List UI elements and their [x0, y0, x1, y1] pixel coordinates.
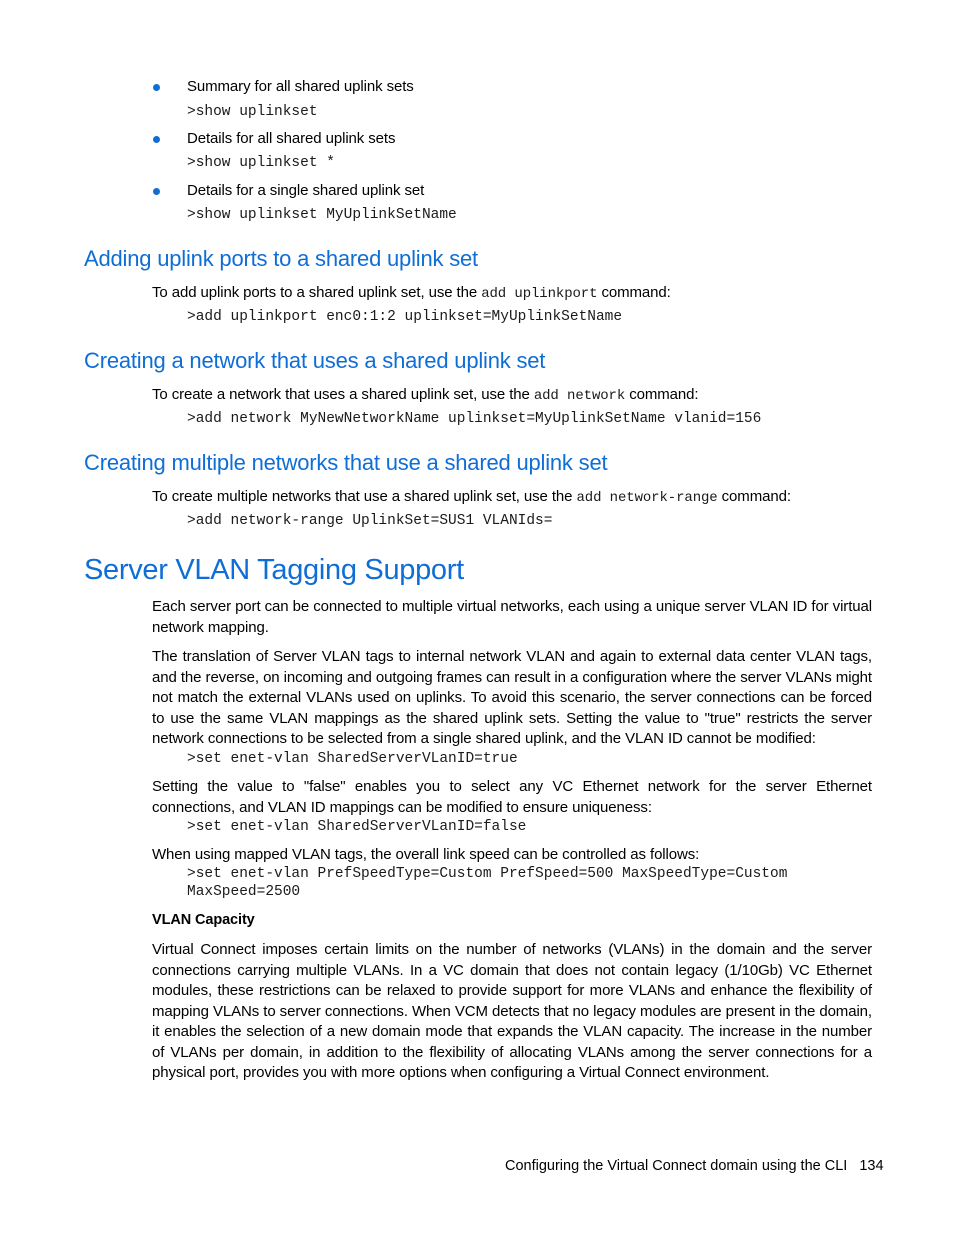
- subheading-vlan-capacity: VLAN Capacity: [152, 912, 255, 928]
- bullet-command: >show uplinkset: [187, 104, 318, 120]
- bullet-label: Details for all shared uplink sets: [187, 130, 396, 147]
- footer-page-number: 134: [859, 1158, 884, 1174]
- intro-text: command:: [717, 488, 791, 505]
- section-heading-create-multiple: Creating multiple networks that use a shared uplink set: [84, 450, 608, 475]
- inline-code: add network: [533, 388, 626, 404]
- inline-code: add network-range: [576, 490, 718, 506]
- section-heading-create-network: Creating a network that uses a shared uplink set: [84, 348, 546, 373]
- paragraph-false-setting: Setting the value to "false" enables you to select any VC Ethernet network for the server Ethernet connections, and VLAN ID mappings can be modified to ensure uniqueness:: [152, 778, 872, 816]
- command-speed-line2: MaxSpeed=2500: [187, 884, 301, 900]
- intro-text: command:: [625, 386, 699, 403]
- bullet-command: >show uplinkset MyUplinkSetName: [187, 207, 457, 223]
- intro-text: To add uplink ports to a shared uplink set, use the: [152, 284, 482, 301]
- paragraph-vlan-capacity: Virtual Connect imposes certain limits on the number of networks (VLANs) in the domain and the server connections carrying multiple VLANs. In a VC domain that does not contain legacy (1/10Gb) VC Ethernet modules, these restrictions can be relaxed to provide support for more VLANs and enhance the flexibility of mapping VLANs to server connections. When VCM detects that no legacy modules are present in the domain, it enables the selection of a new domain mode that expands the VLAN capacity. The increase in the number of VLANs per domain, in addition to the flexibility of allocating VLANs among the server connections for a physical port, provides you with more options when configuring a Virtual Connect environment.: [152, 941, 872, 1081]
- page-footer: [505, 1158, 884, 1174]
- inline-code: add uplinkport: [481, 286, 598, 302]
- bullet-dot-icon: [153, 84, 160, 91]
- paragraph-vlan-translation: The translation of Server VLAN tags to internal network VLAN and again to external data center VLAN tags, and the reverse, on incoming and outgoing frames can result in a configuration where the server VLANs might not match the external VLANs used on uplinks. To avoid this scenario, the server connections can be forced to use the same VLAN mappings as the shared uplink sets. Setting the value to "true" restricts the server network connections to be selected from a single shared uplink, and the VLAN ID cannot be modified:: [152, 648, 872, 747]
- section-intro-add-ports: [152, 283, 671, 305]
- section-heading-add-ports: Adding uplink ports to a shared uplink set: [84, 246, 478, 271]
- command-shared-false: >set enet-vlan SharedServerVLanID=false: [187, 819, 527, 835]
- bullet-dot-icon: [153, 188, 160, 195]
- bullet-dot-icon: [153, 136, 160, 143]
- paragraph-server-port: Each server port can be connected to multiple virtual networks, each using a unique server VLAN ID for virtual network mapping.: [152, 598, 872, 636]
- bullet-label: Details for a single shared uplink set: [187, 182, 425, 199]
- paragraph-link-speed: When using mapped VLAN tags, the overall link speed can be controlled as follows:: [152, 846, 700, 863]
- command-add-network-range: >add network-range UplinkSet=SUS1 VLANIds=: [187, 513, 553, 529]
- intro-text: To create a network that uses a shared uplink set, use the: [152, 386, 534, 403]
- command-speed-line1: >set enet-vlan PrefSpeedType=Custom PrefSpeed=500 MaxSpeedType=Custom: [187, 866, 788, 882]
- section-intro-create-network: [152, 385, 698, 407]
- bullet-label: Summary for all shared uplink sets: [187, 78, 414, 95]
- intro-text: To create multiple networks that use a shared uplink set, use the: [152, 488, 577, 505]
- page-title: Server VLAN Tagging Support: [84, 554, 464, 586]
- section-intro-create-multiple: [152, 487, 791, 509]
- bullet-command: >show uplinkset *: [187, 155, 335, 171]
- command-shared-true: >set enet-vlan SharedServerVLanID=true: [187, 751, 518, 767]
- command-add-uplinkport: >add uplinkport enc0:1:2 uplinkset=MyUplinkSetName: [187, 309, 623, 325]
- footer-chapter: Configuring the Virtual Connect domain using the CLI: [505, 1158, 848, 1174]
- command-add-network: >add network MyNewNetworkName uplinkset=MyUplinkSetName vlanid=156: [187, 411, 762, 427]
- intro-text: command:: [597, 284, 671, 301]
